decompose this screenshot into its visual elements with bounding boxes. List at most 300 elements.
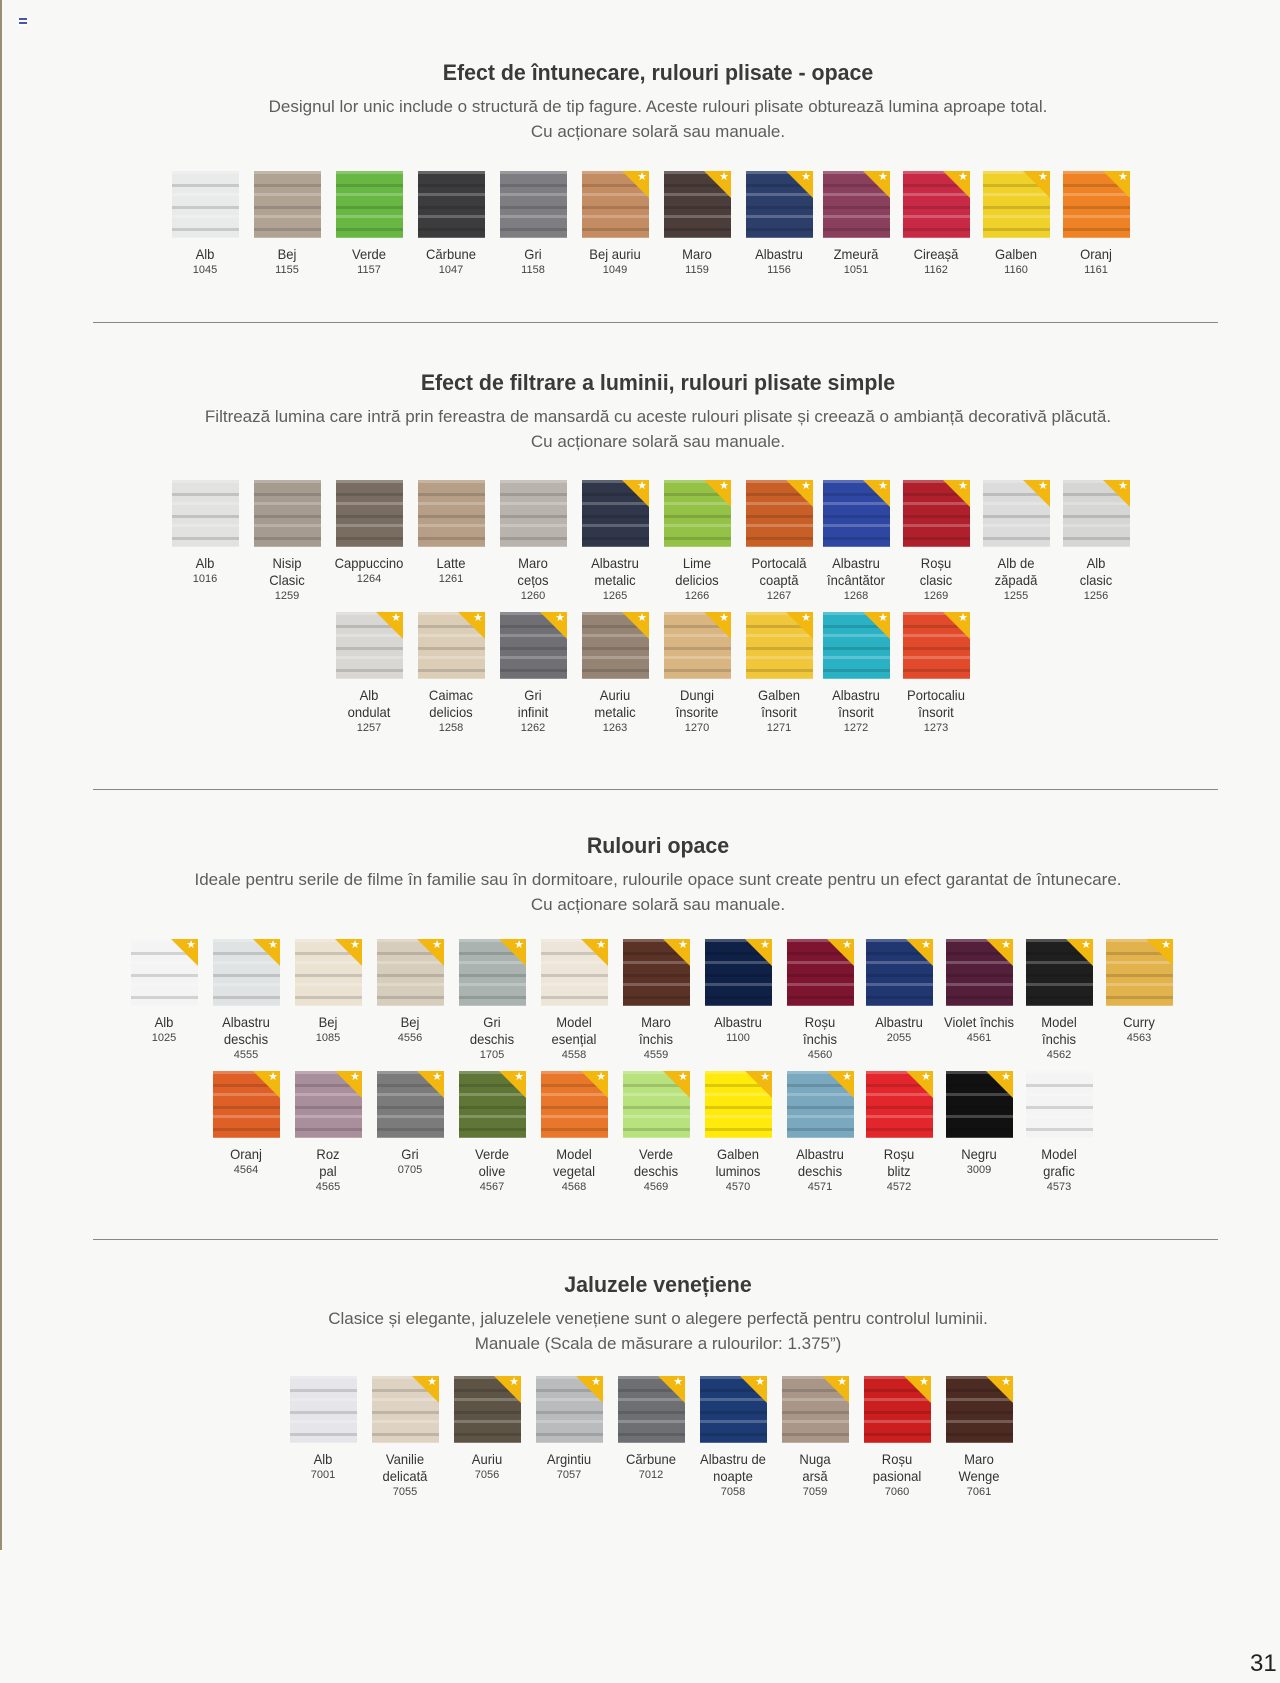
color-swatch: [657, 480, 737, 604]
swatch-color-chip: [787, 939, 854, 1006]
swatch-color-chip: [336, 612, 403, 679]
section-description: [0, 867, 1280, 917]
swatch-code: 1265: [602, 590, 628, 602]
swatch-code: 4560: [807, 1049, 833, 1061]
swatch-color-chip: [1026, 939, 1093, 1006]
swatch-code: 4556: [397, 1032, 423, 1044]
description-line: Filtrează lumina care intră prin fereastra de mansardă cu aceste rulouri plisate și creează o ambianță decorativă plăcută.: [204, 407, 1112, 426]
swatch-name: Alb clasic: [1079, 555, 1113, 588]
color-swatch: [165, 171, 245, 278]
swatch-code: 1160: [1004, 264, 1028, 276]
swatch-code: 7001: [310, 1469, 336, 1481]
color-swatch: [657, 612, 737, 736]
star-badge-icon: [863, 171, 890, 198]
color-swatch: [493, 612, 573, 736]
swatch-name: Galben luminos: [715, 1146, 761, 1179]
swatch-code: 0705: [397, 1164, 423, 1176]
swatch-color-chip: [823, 480, 890, 547]
swatch-name: Galben însorit: [758, 687, 800, 720]
star-badge-icon: [622, 171, 649, 198]
swatch-color-chip: [864, 1376, 931, 1443]
corner-mark-icon: [19, 18, 27, 26]
star-badge-icon: [786, 171, 813, 198]
swatch-color-chip: [823, 612, 890, 679]
swatch-color-chip: [946, 1071, 1013, 1138]
swatch-name: Roșu clasic: [919, 555, 953, 588]
swatch-color-chip: [377, 939, 444, 1006]
swatch-name: Maro: [682, 246, 712, 262]
color-swatch: [693, 1376, 773, 1500]
swatch-code: 3009: [966, 1164, 992, 1176]
color-swatch: [329, 171, 409, 278]
swatch-code: 1157: [357, 264, 381, 276]
swatch-code: 4565: [315, 1181, 341, 1193]
swatch-code: 4559: [643, 1049, 669, 1061]
swatch-color-chip: [418, 480, 485, 547]
color-swatch: [452, 1071, 532, 1195]
swatch-code: 1259: [274, 590, 300, 602]
star-badge-icon: [658, 1376, 685, 1403]
color-swatch: [1099, 939, 1179, 1046]
swatch-name: Bej auriu: [589, 246, 641, 262]
swatch-color-chip: [983, 171, 1050, 238]
swatch-name: Model grafic: [1041, 1146, 1077, 1179]
swatch-code: 1049: [602, 264, 628, 276]
color-swatch: [493, 171, 573, 278]
star-badge-icon: [745, 1071, 772, 1098]
swatch-color-chip: [664, 171, 731, 238]
color-swatch: [452, 939, 532, 1063]
swatch-code: 4563: [1126, 1032, 1152, 1044]
swatch-name: Maro închis: [638, 1014, 674, 1047]
swatch-code: 1161: [1084, 264, 1108, 276]
swatch-name: Nuga arsă: [799, 1451, 831, 1484]
color-swatch: [698, 939, 778, 1046]
color-swatch: [288, 1071, 368, 1195]
swatch-name: Roz pal: [316, 1146, 340, 1179]
swatch-code: 4570: [725, 1181, 751, 1193]
swatch-name: Argintiu: [546, 1451, 592, 1467]
swatch-name: Alb: [195, 555, 215, 571]
color-swatch: [206, 1071, 286, 1178]
section-title: Efect de filtrare a luminii, rulouri plisate simple: [420, 370, 896, 395]
section-title: Jaluzele venețiene: [564, 1272, 752, 1297]
swatch-color-chip: [454, 1376, 521, 1443]
swatch-color-chip: [213, 1071, 280, 1138]
star-badge-icon: [904, 1376, 931, 1403]
swatch-color-chip: [903, 480, 970, 547]
swatch-name: Bej: [318, 1014, 338, 1030]
swatch-name: Cireașă: [913, 246, 959, 262]
color-swatch: [896, 480, 976, 604]
color-swatch: [575, 480, 655, 604]
color-swatch: [411, 480, 491, 587]
swatch-name: Cărbune: [426, 246, 476, 262]
star-badge-icon: [581, 1071, 608, 1098]
star-badge-icon: [986, 939, 1013, 966]
swatch-name: Gri: [401, 1146, 419, 1162]
color-swatch: [329, 480, 409, 587]
color-swatch: [206, 939, 286, 1063]
description-line: Clasice și elegante, jaluzelele venețiene sunt o alegere perfectă pentru controlul luminii.: [328, 1309, 988, 1328]
star-badge-icon: [494, 1376, 521, 1403]
color-swatch: [896, 171, 976, 278]
color-swatch: [370, 1071, 450, 1178]
color-swatch: [698, 1071, 778, 1195]
swatch-code: 1261: [438, 573, 464, 585]
color-swatch: [976, 480, 1056, 604]
swatch-code: 7060: [884, 1486, 910, 1498]
swatch-code: 1266: [684, 590, 710, 602]
color-swatch: [529, 1376, 609, 1483]
swatch-name: Alb: [154, 1014, 174, 1030]
color-swatch: [1019, 939, 1099, 1063]
color-swatch: [739, 171, 819, 278]
swatch-color-chip: [1106, 939, 1173, 1006]
star-badge-icon: [499, 1071, 526, 1098]
star-badge-icon: [1146, 939, 1173, 966]
color-swatch: [247, 480, 327, 604]
color-swatch: [493, 480, 573, 604]
swatch-code: 1100: [726, 1032, 750, 1044]
color-swatch: [288, 939, 368, 1046]
swatch-color-chip: [823, 171, 890, 238]
swatch-code: 4571: [807, 1181, 833, 1193]
color-swatch: [411, 171, 491, 278]
swatch-color-chip: [582, 171, 649, 238]
swatch-color-chip: [336, 480, 403, 547]
swatch-name: Bej: [400, 1014, 420, 1030]
swatch-color-chip: [582, 480, 649, 547]
swatch-code: 7059: [802, 1486, 828, 1498]
color-swatch: [370, 939, 450, 1046]
star-badge-icon: [1103, 480, 1130, 507]
swatch-code: 4568: [561, 1181, 587, 1193]
swatch-code: 1162: [924, 264, 948, 276]
star-badge-icon: [704, 612, 731, 639]
color-swatch: [411, 612, 491, 736]
color-swatch: [1056, 480, 1136, 604]
swatch-code: 1255: [1003, 590, 1029, 602]
star-badge-icon: [540, 612, 567, 639]
star-badge-icon: [906, 1071, 933, 1098]
star-badge-icon: [417, 1071, 444, 1098]
swatch-name: Auriu metalic: [594, 687, 636, 720]
swatch-code: 4572: [886, 1181, 912, 1193]
star-badge-icon: [786, 612, 813, 639]
swatch-code: 1705: [479, 1049, 505, 1061]
swatch-color-chip: [746, 480, 813, 547]
color-swatch: [365, 1376, 445, 1500]
swatch-code: 1045: [192, 264, 218, 276]
swatch-color-chip: [290, 1376, 357, 1443]
star-badge-icon: [576, 1376, 603, 1403]
swatch-name: Roșu pasional: [872, 1451, 922, 1484]
swatch-name: Auriu: [471, 1451, 503, 1467]
swatch-code: 1156: [767, 264, 791, 276]
star-badge-icon: [253, 1071, 280, 1098]
swatch-color-chip: [746, 612, 813, 679]
swatch-code: 7055: [392, 1486, 418, 1498]
swatch-color-chip: [705, 939, 772, 1006]
swatch-name: Negru: [961, 1146, 997, 1162]
swatch-name: Albastru însorit: [832, 687, 880, 720]
color-swatch: [165, 480, 245, 587]
swatch-code: 1260: [520, 590, 546, 602]
color-swatch: [447, 1376, 527, 1483]
swatch-color-chip: [254, 171, 321, 238]
swatch-name: Nisip Clasic: [269, 555, 305, 588]
swatch-color-chip: [618, 1376, 685, 1443]
color-swatch: [859, 1071, 939, 1195]
swatch-code: 7057: [556, 1469, 582, 1481]
swatch-name: Alb: [195, 246, 215, 262]
swatch-code: 1159: [685, 264, 709, 276]
swatch-name: Violet închis: [944, 1014, 1014, 1030]
star-badge-icon: [622, 612, 649, 639]
swatch-name: Gri infinit: [517, 687, 549, 720]
swatch-color-chip: [946, 1376, 1013, 1443]
swatch-name: Cărbune: [626, 1451, 676, 1467]
swatch-color-chip: [377, 1071, 444, 1138]
swatch-name: Verde: [351, 246, 387, 262]
swatch-color-chip: [500, 480, 567, 547]
star-badge-icon: [1023, 480, 1050, 507]
star-badge-icon: [499, 939, 526, 966]
swatch-code: 7058: [720, 1486, 746, 1498]
swatch-color-chip: [983, 480, 1050, 547]
color-swatch: [780, 939, 860, 1063]
swatch-code: 1025: [151, 1032, 177, 1044]
star-badge-icon: [581, 939, 608, 966]
swatch-code: 1257: [356, 722, 382, 734]
description-line: Cu acționare solară sau manuale.: [530, 122, 786, 141]
swatch-name: Curry: [1123, 1014, 1155, 1030]
swatch-name: Verde deschis: [633, 1146, 679, 1179]
swatch-code: 1264: [356, 573, 382, 585]
swatch-code: 1270: [684, 722, 710, 734]
color-swatch: [976, 171, 1056, 278]
section-title: Efect de întunecare, rulouri plisate - opace: [442, 60, 874, 85]
color-swatch: [939, 1071, 1019, 1178]
swatch-color-chip: [700, 1376, 767, 1443]
section-divider: [93, 1239, 1218, 1240]
swatch-code: 1268: [843, 590, 869, 602]
swatch-color-chip: [782, 1376, 849, 1443]
swatch-code: 1047: [438, 264, 464, 276]
swatch-color-chip: [500, 612, 567, 679]
swatch-code: 7056: [474, 1469, 500, 1481]
star-badge-icon: [986, 1376, 1013, 1403]
description-line: Ideale pentru serile de filme în familie sau în dormitoare, rulourile opace sunt create pentru un efect garantat de întunecare.: [194, 870, 1122, 889]
swatch-color-chip: [336, 171, 403, 238]
star-badge-icon: [663, 939, 690, 966]
swatch-color-chip: [254, 480, 321, 547]
swatch-name: Verde olive: [474, 1146, 510, 1179]
swatch-color-chip: [705, 1071, 772, 1138]
swatch-color-chip: [1063, 480, 1130, 547]
color-swatch: [775, 1376, 855, 1500]
star-badge-icon: [943, 171, 970, 198]
swatch-color-chip: [418, 612, 485, 679]
swatch-color-chip: [172, 171, 239, 238]
star-badge-icon: [704, 171, 731, 198]
swatch-color-chip: [295, 1071, 362, 1138]
star-badge-icon: [827, 939, 854, 966]
star-badge-icon: [376, 612, 403, 639]
swatch-name: Albastru de noapte: [700, 1451, 766, 1484]
swatch-code: 4567: [479, 1181, 505, 1193]
star-badge-icon: [335, 1071, 362, 1098]
swatch-code: 1158: [521, 264, 545, 276]
color-swatch: [859, 939, 939, 1046]
color-swatch: [939, 939, 1019, 1046]
swatch-code: 1256: [1083, 590, 1109, 602]
color-swatch: [329, 612, 409, 736]
description-line: Manuale (Scala de măsurare a rulourilor: 1.375”): [474, 1334, 842, 1353]
swatch-color-chip: [459, 1071, 526, 1138]
swatch-code: 1273: [923, 722, 949, 734]
swatch-code: 4573: [1046, 1181, 1072, 1193]
star-badge-icon: [822, 1376, 849, 1403]
color-swatch: [657, 171, 737, 278]
swatch-name: Gri deschis: [469, 1014, 515, 1047]
swatch-color-chip: [664, 612, 731, 679]
color-swatch: [939, 1376, 1019, 1500]
swatch-color-chip: [1063, 171, 1130, 238]
section-title: Rulouri opace: [586, 833, 730, 858]
swatch-code: 1269: [923, 590, 949, 602]
swatch-color-chip: [541, 1071, 608, 1138]
swatch-color-chip: [541, 939, 608, 1006]
star-badge-icon: [335, 939, 362, 966]
swatch-name: Bej: [277, 246, 297, 262]
swatch-name: Gri: [524, 246, 542, 262]
star-badge-icon: [986, 1071, 1013, 1098]
star-badge-icon: [1066, 939, 1093, 966]
swatch-name: Dungi însorite: [675, 687, 719, 720]
swatch-name: Maro Wenge: [958, 1451, 1000, 1484]
swatch-name: Roșu blitz: [883, 1146, 915, 1179]
swatch-name: Roșu închis: [802, 1014, 838, 1047]
star-badge-icon: [863, 480, 890, 507]
swatch-color-chip: [372, 1376, 439, 1443]
description-line: Cu acționare solară sau manuale.: [530, 432, 786, 451]
color-swatch: [739, 612, 819, 736]
swatch-name: Alb de zăpadă: [994, 555, 1038, 588]
swatch-code: 1272: [843, 722, 869, 734]
swatch-name: Albastru deschis: [796, 1146, 844, 1179]
color-swatch: [780, 1071, 860, 1195]
swatch-code: 1051: [843, 264, 869, 276]
color-swatch: [816, 171, 896, 278]
star-badge-icon: [458, 612, 485, 639]
section-description: [0, 94, 1280, 144]
color-swatch: [739, 480, 819, 604]
swatch-name: Model închis: [1041, 1014, 1077, 1047]
swatch-name: Alb ondulat: [347, 687, 391, 720]
swatch-name: Albastru metalic: [591, 555, 639, 588]
color-swatch: [247, 171, 327, 278]
description-line: Designul lor unic include o structură de tip fagure. Aceste rulouri plisate obturează lumina aproape total.: [268, 97, 1048, 116]
swatch-color-chip: [623, 939, 690, 1006]
swatch-color-chip: [623, 1071, 690, 1138]
star-badge-icon: [1103, 171, 1130, 198]
section-description: [0, 1306, 1280, 1356]
star-badge-icon: [827, 1071, 854, 1098]
color-swatch: [616, 939, 696, 1063]
swatch-name: Maro cețos: [517, 555, 549, 588]
swatch-name: Zmeură: [833, 246, 879, 262]
swatch-color-chip: [664, 480, 731, 547]
section-description: [0, 404, 1280, 454]
star-badge-icon: [1023, 171, 1050, 198]
star-badge-icon: [663, 1071, 690, 1098]
color-swatch: [534, 939, 614, 1063]
swatch-color-chip: [903, 171, 970, 238]
swatch-code: 1267: [766, 590, 792, 602]
color-swatch: [616, 1071, 696, 1195]
swatch-code: 1085: [315, 1032, 341, 1044]
star-badge-icon: [253, 939, 280, 966]
star-badge-icon: [171, 939, 198, 966]
star-badge-icon: [906, 939, 933, 966]
swatch-color-chip: [866, 939, 933, 1006]
star-badge-icon: [943, 612, 970, 639]
swatch-code: 1016: [192, 573, 218, 585]
swatch-name: Model esențial: [551, 1014, 597, 1047]
star-badge-icon: [786, 480, 813, 507]
star-badge-icon: [745, 939, 772, 966]
swatch-code: 1155: [275, 264, 299, 276]
swatch-color-chip: [418, 171, 485, 238]
swatch-color-chip: [746, 171, 813, 238]
swatch-name: Albastru: [714, 1014, 762, 1030]
swatch-color-chip: [787, 1071, 854, 1138]
swatch-code: 4558: [561, 1049, 587, 1061]
swatch-color-chip: [866, 1071, 933, 1138]
swatch-code: 1262: [520, 722, 546, 734]
section-divider: [93, 789, 1218, 790]
swatch-name: Oranj: [230, 1146, 262, 1162]
color-swatch: [816, 480, 896, 604]
color-swatch: [816, 612, 896, 736]
swatch-code: 2055: [886, 1032, 912, 1044]
color-swatch: [1019, 1071, 1099, 1195]
color-swatch: [1056, 171, 1136, 278]
swatch-code: 7012: [638, 1469, 664, 1481]
star-badge-icon: [417, 939, 444, 966]
swatch-name: Vanilie delicată: [382, 1451, 428, 1484]
swatch-color-chip: [172, 480, 239, 547]
color-swatch: [283, 1376, 363, 1483]
star-badge-icon: [740, 1376, 767, 1403]
color-swatch: [857, 1376, 937, 1500]
swatch-color-chip: [536, 1376, 603, 1443]
swatch-name: Model vegetal: [553, 1146, 595, 1179]
color-swatch: [575, 171, 655, 278]
swatch-color-chip: [131, 939, 198, 1006]
star-badge-icon: [704, 480, 731, 507]
swatch-code: 4562: [1046, 1049, 1072, 1061]
color-swatch: [896, 612, 976, 736]
swatch-name: Albastru: [875, 1014, 923, 1030]
swatch-name: Alb: [313, 1451, 333, 1467]
swatch-color-chip: [295, 939, 362, 1006]
color-swatch: [124, 939, 204, 1046]
swatch-name: Albastru: [755, 246, 803, 262]
swatch-code: 1258: [438, 722, 464, 734]
